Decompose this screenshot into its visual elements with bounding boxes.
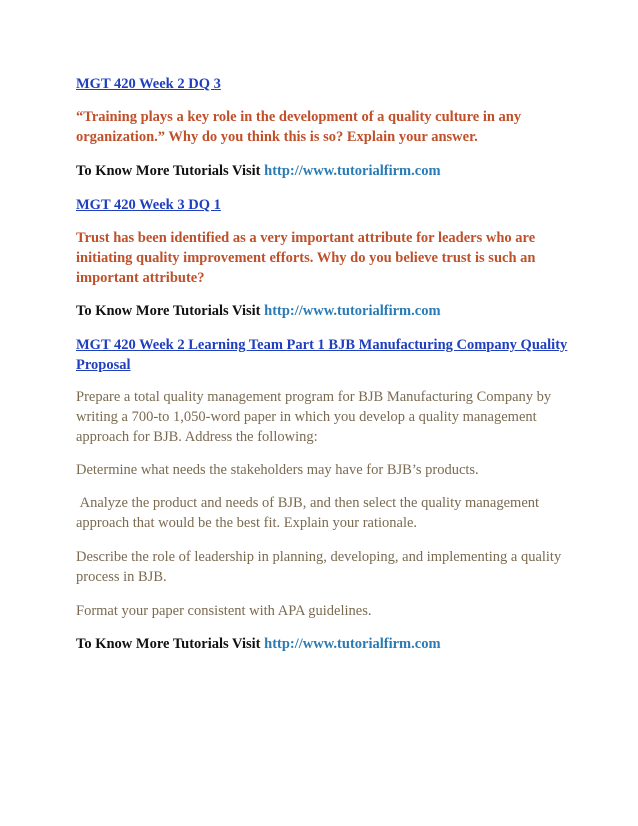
promo-url-link[interactable]: http://www.tutorialfirm.com: [264, 303, 441, 319]
paragraph-describe: Describe the role of leadership in planning, developing, and implementing a quality process in BJB.: [76, 549, 562, 585]
heading-week3-dq1[interactable]: MGT 420 Week 3 DQ 1: [76, 197, 221, 213]
paragraph-determine: Determine what needs the stakeholders may have for BJB’s products.: [76, 462, 479, 478]
paragraph-analyze: Analyze the product and needs of BJB, and then select the quality management approach that would be the best fit. Explain your rationale.: [76, 495, 543, 531]
heading-learning-team[interactable]: MGT 420 Week 2 Learning Team Part 1 BJB Manufacturing Company Quality Proposal: [76, 337, 568, 373]
promo-url-link[interactable]: http://www.tutorialfirm.com: [264, 636, 441, 652]
paragraph-format: Format your paper consistent with APA guidelines.: [76, 603, 372, 619]
paragraph-prepare: Prepare a total quality management program for BJB Manufacturing Company by writing a 700-to 1,050-word paper in which you develop a quality management approach for BJB. Address the following:: [76, 389, 552, 445]
heading-week2-dq3[interactable]: MGT 420 Week 2 DQ 3: [76, 76, 221, 92]
promo-url-link[interactable]: http://www.tutorialfirm.com: [264, 163, 441, 179]
promo-line-1: [76, 161, 568, 181]
question-week2-dq3: “Training plays a key role in the development of a quality culture in any organization.” Why do you think this is so? Explain your answer.: [76, 109, 522, 145]
promo-line-2: [76, 301, 568, 321]
promo-label: To Know More Tutorials Visit: [76, 636, 265, 652]
document-page: [76, 74, 568, 654]
question-week3-dq1: Trust has been identified as a very important attribute for leaders who are initiating quality improvement efforts. Why do you believe trust is such an important attribute?: [76, 230, 536, 286]
promo-label: To Know More Tutorials Visit: [76, 303, 265, 319]
promo-line-3: [76, 634, 568, 654]
promo-label: To Know More Tutorials Visit: [76, 163, 265, 179]
